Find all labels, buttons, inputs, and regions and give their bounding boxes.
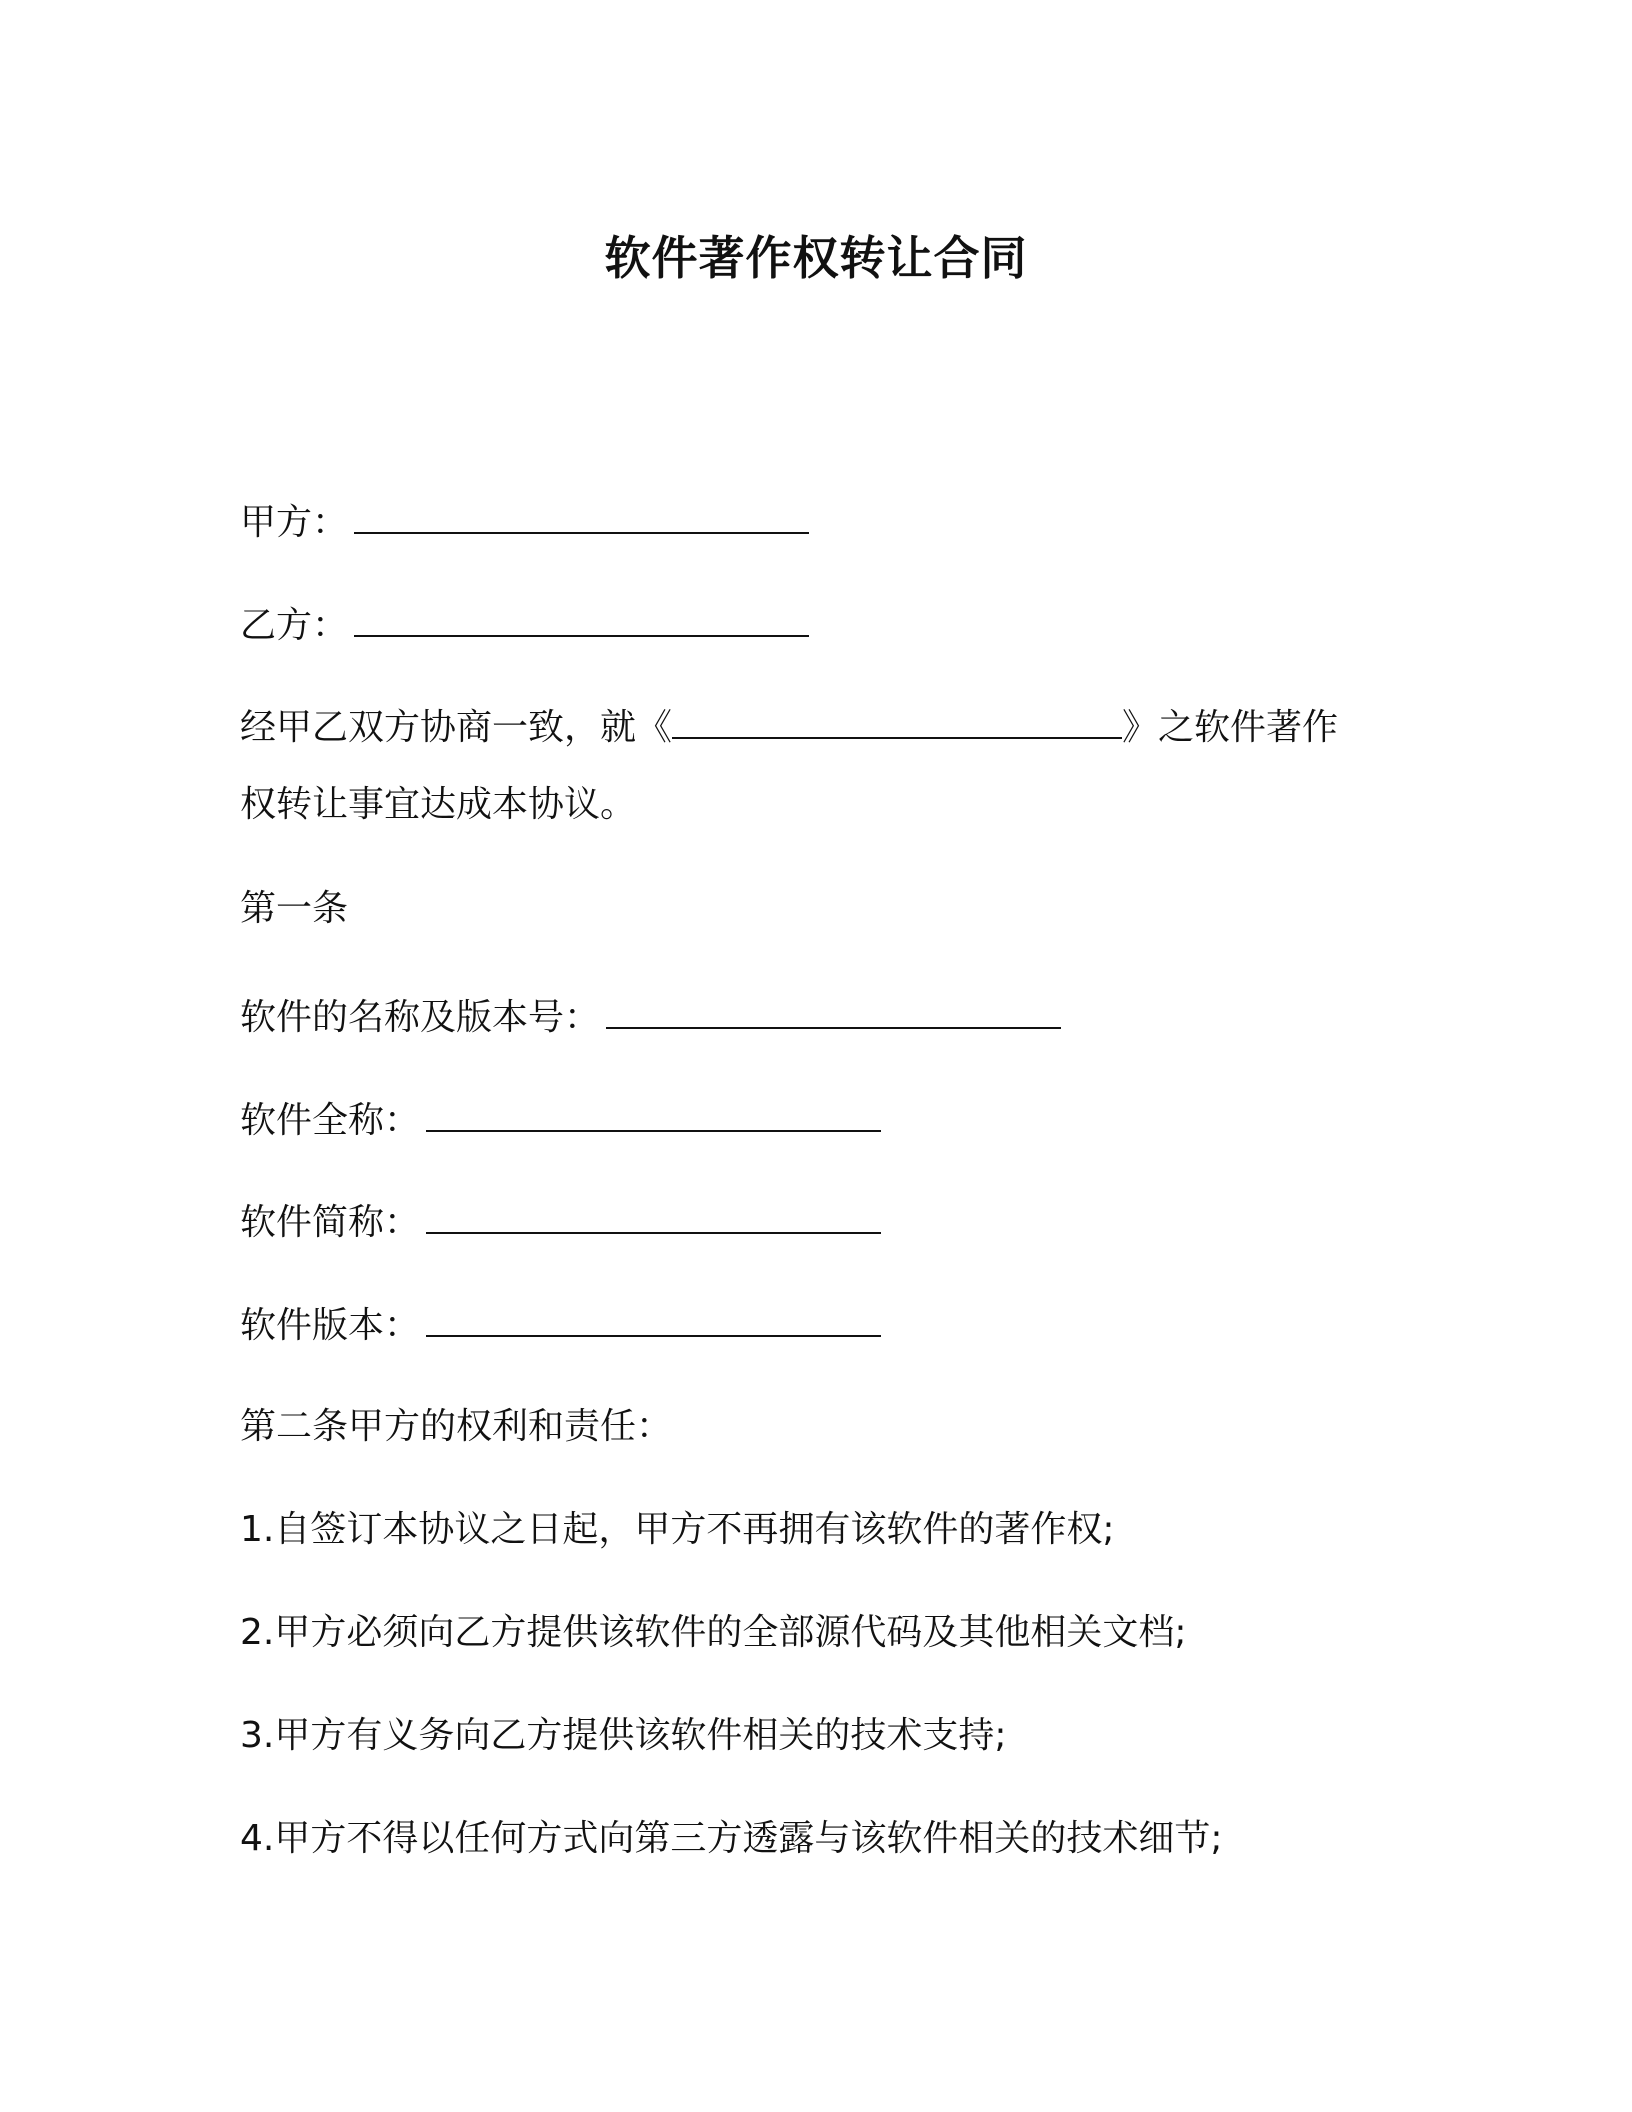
software-short-name-blank[interactable]: [426, 1198, 881, 1234]
party-b-label: 乙方：: [240, 605, 349, 646]
software-name-version-blank[interactable]: [606, 993, 1061, 1029]
software-full-name-label: 软件全称：: [240, 1100, 421, 1141]
party-a-label: 甲方：: [240, 502, 349, 543]
document-title: 软件著作权转让合同: [604, 231, 1028, 285]
intro-line-1: [240, 703, 1338, 752]
party-b-line: [240, 601, 809, 650]
software-name-version-line: [240, 993, 1061, 1042]
software-short-name-label: 软件简称：: [240, 1202, 421, 1243]
party-a-blank[interactable]: [354, 498, 809, 534]
clause-2: 2.甲方必须向乙方提供该软件的全部源代码及其他相关文档;: [240, 1612, 1187, 1653]
intro-line-2: 权转让事宜达成本协议。: [240, 784, 637, 825]
software-version-line: [240, 1301, 881, 1350]
clause-3: 3.甲方有义务向乙方提供该软件相关的技术支持;: [240, 1715, 1007, 1756]
intro-prefix: 经甲乙双方协商一致，就《: [240, 707, 673, 748]
software-short-name-line: [240, 1198, 881, 1247]
party-a-line: [240, 498, 809, 547]
software-name-version-label: 软件的名称及版本号：: [240, 997, 601, 1038]
clause-1: 1.自签订本协议之日起，甲方不再拥有该软件的著作权;: [240, 1509, 1115, 1550]
software-full-name-line: [240, 1096, 881, 1145]
software-title-blank[interactable]: [672, 703, 1122, 739]
software-full-name-blank[interactable]: [426, 1096, 881, 1132]
software-version-label: 软件版本：: [240, 1305, 421, 1346]
article-1-heading: 第一条: [240, 888, 349, 929]
software-version-blank[interactable]: [426, 1301, 881, 1337]
party-b-blank[interactable]: [354, 601, 809, 637]
article-2-heading: 第二条甲方的权利和责任：: [240, 1406, 673, 1447]
clause-4: 4.甲方不得以任何方式向第三方透露与该软件相关的技术细节;: [240, 1818, 1223, 1859]
intro-suffix: 》之软件著作: [1122, 707, 1339, 748]
